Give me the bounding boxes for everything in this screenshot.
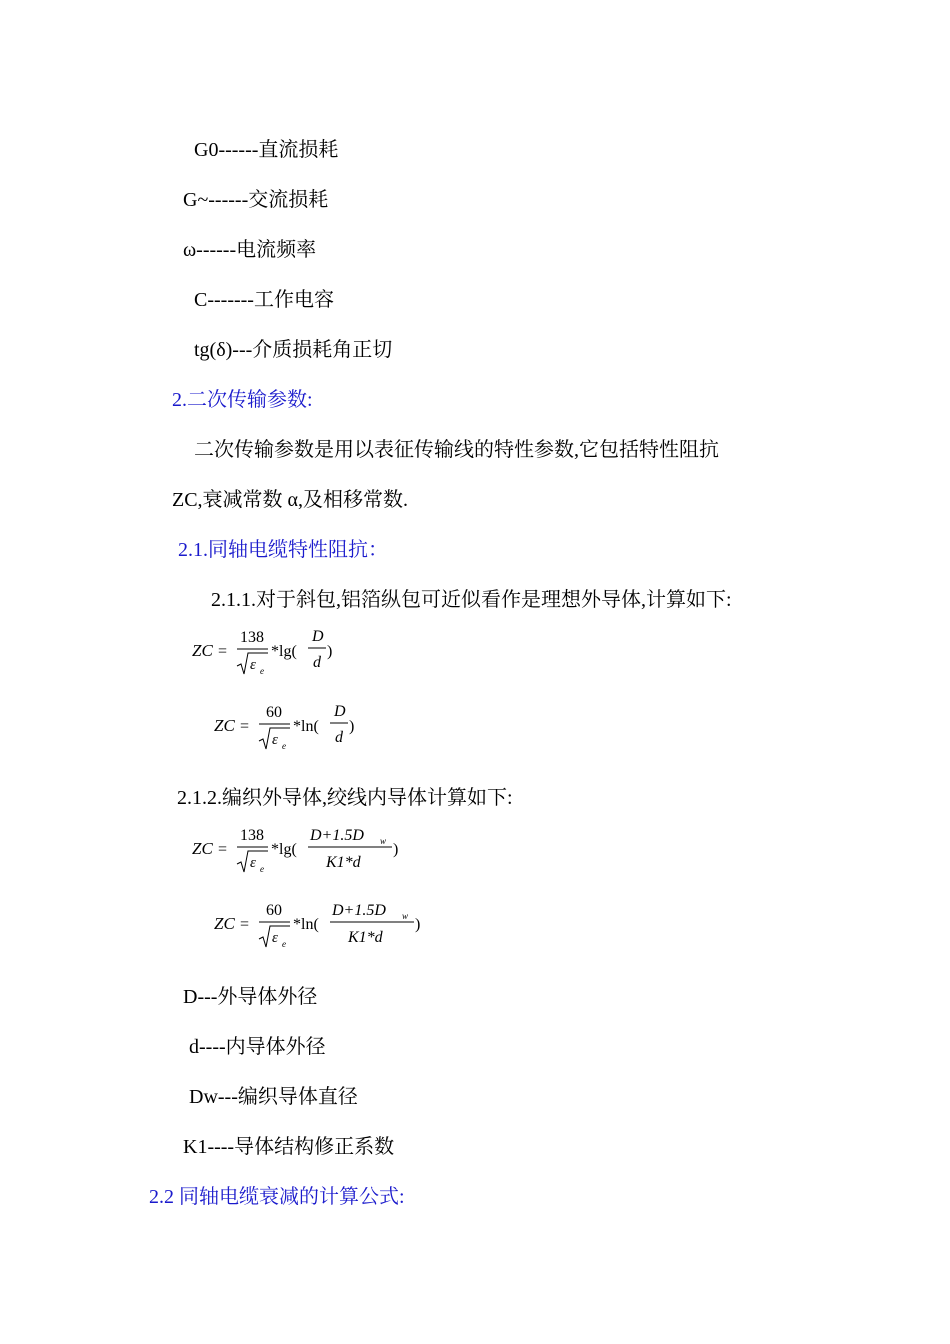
svg-text:K1*d: K1*d: [348, 929, 383, 946]
svg-text:e: e: [282, 741, 286, 751]
svg-text:ε: ε: [272, 930, 278, 946]
svg-text:D: D: [312, 628, 324, 645]
svg-text:=: =: [218, 643, 228, 660]
def-d-inner: d----内导体外径: [189, 1036, 326, 1058]
section-2-paragraph-line2: ZC,衰减常数 α,及相移常数.: [172, 489, 409, 511]
formula-zc-lg-braided: [190, 822, 420, 880]
svg-text:ε: ε: [250, 855, 256, 871]
svg-text:K1*d: K1*d: [326, 854, 361, 871]
section-2-heading: 2.二次传输参数:: [172, 389, 313, 411]
section-2-1-1-text: 2.1.1.对于斜包,铝箔纵包可近似看作是理想外导体,计算如下:: [211, 589, 732, 611]
svg-text:e: e: [282, 939, 286, 949]
svg-text:ZC: ZC: [192, 839, 213, 858]
svg-text:): ): [349, 718, 355, 735]
formula-zc-ln-braided: [212, 897, 442, 955]
def-omega: ω------电流频率: [183, 239, 317, 261]
section-2-paragraph-line1: 二次传输参数是用以表征传输线的特性参数,它包括特性阻抗: [194, 439, 719, 461]
def-c: C-------工作电容: [194, 289, 334, 311]
svg-text:=: =: [240, 718, 250, 735]
svg-text:e: e: [260, 666, 264, 676]
svg-text:60: 60: [266, 902, 282, 919]
def-g-ac: G~------交流损耗: [183, 189, 329, 211]
svg-text:D+1.5D: D+1.5D: [332, 902, 386, 919]
svg-text:): ): [415, 916, 421, 933]
formula-zc-lg-simple: [190, 624, 350, 682]
svg-text:138: 138: [240, 827, 264, 844]
svg-text:138: 138: [240, 629, 264, 646]
svg-text:D+1.5D: D+1.5D: [310, 827, 364, 844]
svg-text:*lg(: *lg(: [271, 643, 297, 660]
svg-text:60: 60: [266, 704, 282, 721]
svg-text:d: d: [335, 729, 343, 746]
svg-text:w: w: [380, 836, 387, 846]
svg-text:=: =: [240, 916, 250, 933]
section-2-2-heading: 2.2 同轴电缆衰减的计算公式:: [149, 1186, 405, 1208]
formula-zc-ln-simple: [212, 699, 372, 757]
svg-text:ε: ε: [272, 732, 278, 748]
svg-text:*ln(: *ln(: [293, 916, 319, 933]
svg-text:ZC: ZC: [214, 716, 235, 735]
def-tg-delta: tg(δ)---介质损耗角正切: [194, 339, 393, 361]
svg-text:*ln(: *ln(: [293, 718, 319, 735]
svg-text:*lg(: *lg(: [271, 841, 297, 858]
def-g0: G0------直流损耗: [194, 139, 339, 161]
svg-text:): ): [393, 841, 399, 858]
def-dw: Dw---编织导体直径: [189, 1086, 358, 1108]
section-2-1-2-text: 2.1.2.编织外导体,绞线内导体计算如下:: [177, 787, 513, 809]
svg-text:e: e: [260, 864, 264, 874]
def-d-outer: D---外导体外径: [183, 986, 318, 1008]
def-k1: K1----导体结构修正系数: [183, 1136, 395, 1158]
svg-text:ε: ε: [250, 657, 256, 673]
svg-text:): ): [327, 643, 333, 660]
svg-text:d: d: [313, 654, 321, 671]
svg-text:=: =: [218, 841, 228, 858]
formula-lhs: ZC: [192, 641, 213, 660]
svg-text:ZC: ZC: [214, 914, 235, 933]
section-2-1-heading: 2.1.同轴电缆特性阻抗：: [178, 539, 388, 561]
svg-text:D: D: [334, 703, 346, 720]
svg-text:w: w: [402, 911, 409, 921]
